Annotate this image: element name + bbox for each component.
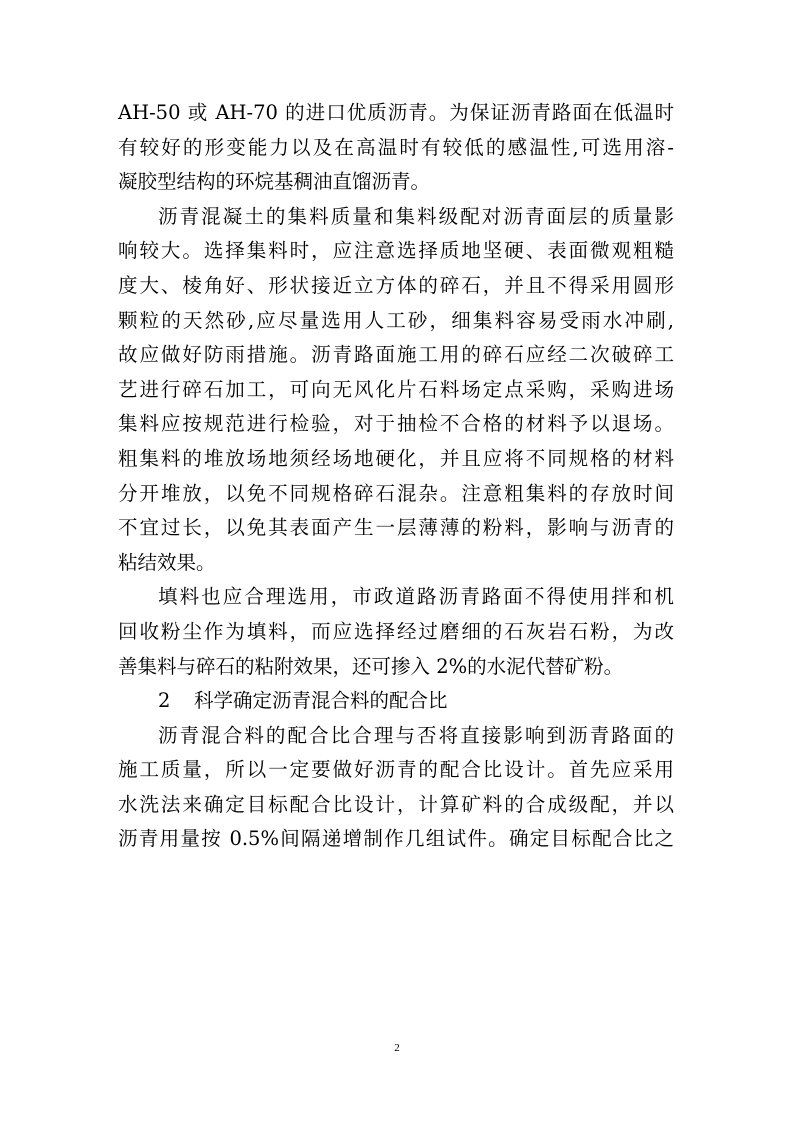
text-line: 沥青混凝土的集料质量和集料级配对沥青面层的质量影 bbox=[158, 204, 674, 228]
text-line: 凝胶型结构的环烷基稠油直馏沥青。 bbox=[118, 170, 431, 194]
text-line: 回收粉尘作为填料，而应选择经过磨细的石灰岩石粉，为改 bbox=[118, 619, 674, 643]
text-line: 颗粒的天然砂,应尽量选用人工砂，细集料容易受雨水冲刷, bbox=[118, 308, 674, 332]
text-line: 度大、棱角好、形状接近立方体的碎石，并且不得采用圆形 bbox=[118, 273, 674, 297]
text-line: 响较大。选择集料时，应注意选择质地坚硬、表面微观粗糙 bbox=[118, 239, 674, 263]
page-number: 2 bbox=[394, 1042, 400, 1054]
text-line: 沥青用量按 0.5%间隔递增制作几组试件。确定目标配合比之 bbox=[118, 827, 674, 851]
text-line: AH-50 或 AH-70 的进口优质沥青。为保证沥青路面在低温时 bbox=[118, 101, 674, 124]
text-line: 不宜过长，以免其表面产生一层薄薄的粉料，影响与沥青的 bbox=[118, 516, 674, 540]
text-line: 善集料与碎石的粘附效果，还可掺入 2%的水泥代替矿粉。 bbox=[118, 654, 624, 678]
document-body bbox=[118, 96, 674, 857]
text-line: 填料也应合理选用，市政道路沥青路面不得使用拌和机 bbox=[158, 585, 674, 609]
text-line: 水洗法来确定目标配合比设计，计算矿料的合成级配，并以 bbox=[118, 792, 674, 816]
section-number: 2 bbox=[158, 689, 171, 713]
text-line: 集料应按规范进行检验，对于抽检不合格的材料予以退场。 bbox=[118, 412, 674, 436]
section-title: 科学确定沥青混合料的配合比 bbox=[194, 689, 448, 713]
text-line: 分开堆放，以免不同规格碎石混杂。注意粗集料的存放时间 bbox=[118, 481, 674, 505]
text-line: 粗集料的堆放场地须经场地硬化，并且应将不同规格的材料 bbox=[118, 446, 674, 470]
text-line: 施工质量，所以一定要做好沥青的配合比设计。首先应采用 bbox=[118, 758, 674, 782]
section-heading bbox=[118, 684, 674, 719]
text-line: 沥青混合料的配合比合理与否将直接影响到沥青路面的 bbox=[158, 723, 674, 747]
text-line: 粘结效果。 bbox=[118, 550, 216, 574]
text-line: 有较好的形变能力以及在高温时有较低的感温性,可选用溶- bbox=[118, 135, 674, 159]
text-line: 故应做好防雨措施。沥青路面施工用的碎石应经二次破碎工 bbox=[118, 343, 674, 367]
text-line: 艺进行碎石加工，可向无风化片石料场定点采购，采购进场 bbox=[118, 377, 674, 401]
